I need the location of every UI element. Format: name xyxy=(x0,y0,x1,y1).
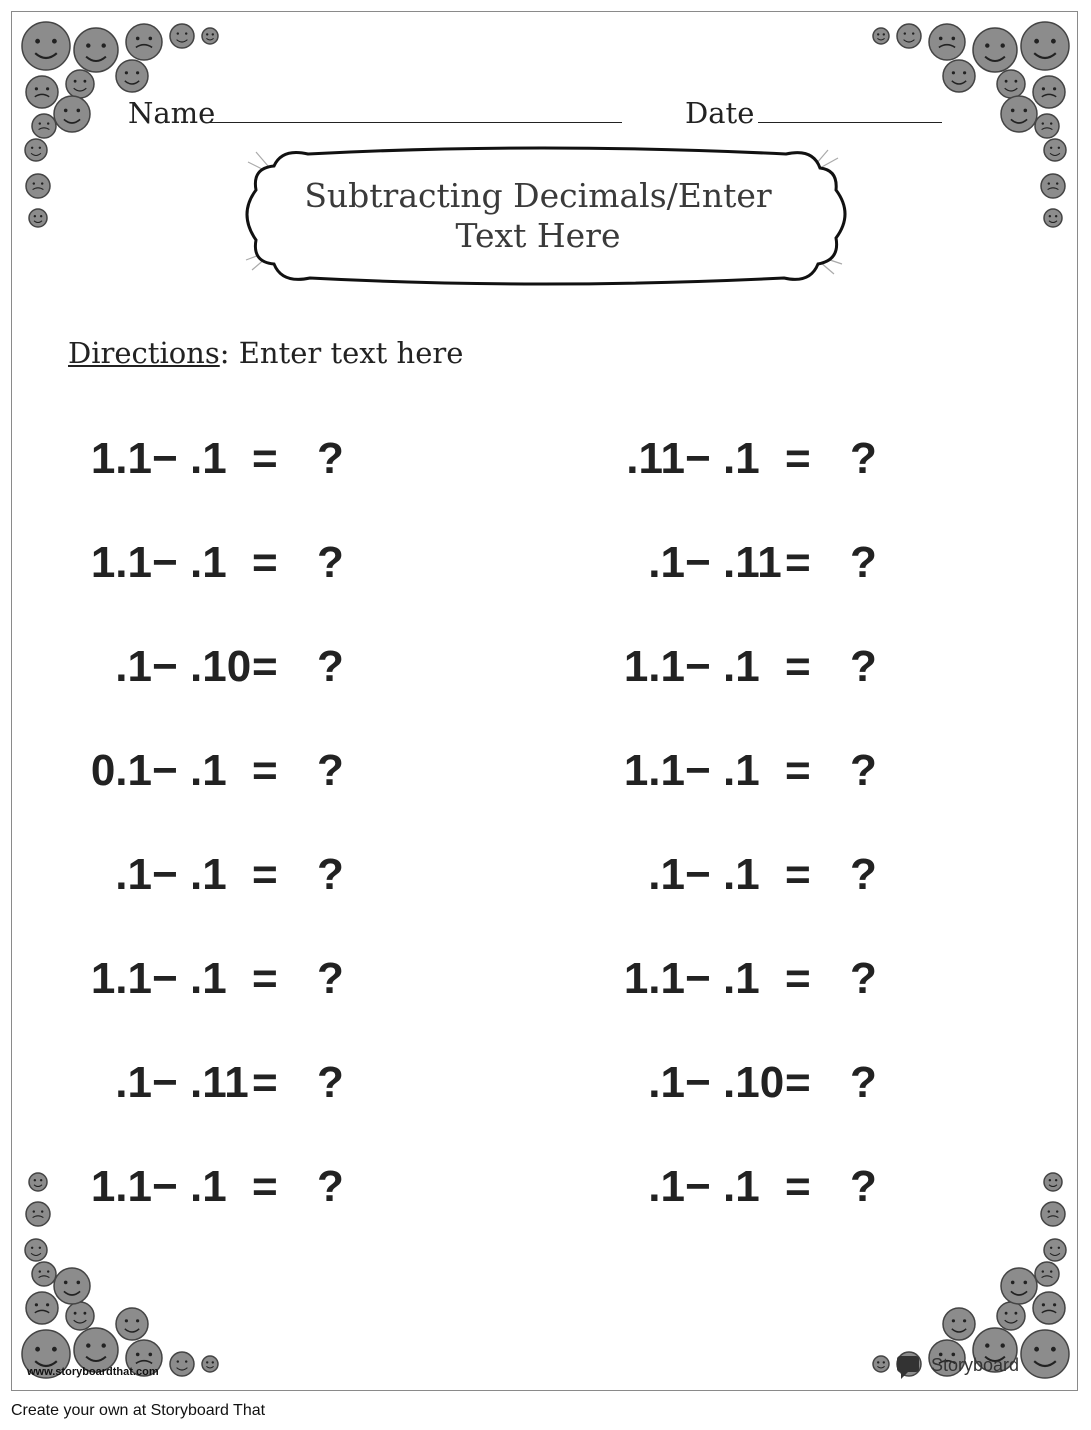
problem-row xyxy=(90,642,350,692)
minus-sign: − xyxy=(685,642,711,691)
emoji-face-icon xyxy=(1021,1330,1069,1378)
directions-label: Directions xyxy=(68,336,220,370)
directions-text: Enter text here xyxy=(229,336,464,370)
answer-placeholder[interactable]: ? xyxy=(317,538,344,587)
minuend: .1 xyxy=(115,642,152,691)
date-label: Date xyxy=(685,96,755,130)
date-field[interactable] xyxy=(758,122,942,123)
worksheet-title[interactable] xyxy=(238,176,838,256)
answer-placeholder[interactable]: ? xyxy=(850,1162,877,1211)
emoji-face-icon xyxy=(26,76,58,108)
minus-sign: − xyxy=(685,850,711,899)
minuend: .1 xyxy=(648,538,685,587)
emoji-face-icon xyxy=(1044,1173,1062,1191)
title-line-1: Subtracting Decimals/Enter xyxy=(304,176,772,215)
subtrahend: .11 xyxy=(723,538,782,587)
equals-sign: = xyxy=(785,746,811,795)
emoji-face-icon xyxy=(29,209,47,227)
emoji-face-icon xyxy=(54,96,90,132)
answer-placeholder[interactable]: ? xyxy=(317,642,344,691)
emoji-face-icon xyxy=(1001,1268,1037,1304)
minus-sign: − xyxy=(685,538,711,587)
equals-sign: = xyxy=(252,434,278,483)
emoji-face-icon xyxy=(1044,1239,1066,1261)
equals-sign: = xyxy=(252,538,278,587)
subtrahend: .1 xyxy=(190,434,227,483)
equals-sign: = xyxy=(252,850,278,899)
subtrahend: .1 xyxy=(723,642,760,691)
emoji-border-top-right xyxy=(857,14,1077,234)
directions-separator: : xyxy=(219,336,230,370)
emoji-face-icon xyxy=(1021,22,1069,70)
emoji-face-icon xyxy=(929,24,965,60)
subtrahend: .1 xyxy=(723,850,760,899)
create-your-own-link[interactable]: Create your own at Storyboard That xyxy=(11,1402,266,1419)
subtrahend: .1 xyxy=(190,538,227,587)
problem-row xyxy=(623,642,883,692)
subtrahend: .1 xyxy=(190,954,227,1003)
emoji-face-icon xyxy=(26,1202,50,1226)
subtrahend: .1 xyxy=(190,850,227,899)
emoji-face-icon xyxy=(873,28,889,44)
emoji-face-icon xyxy=(997,70,1025,98)
minuend: .1 xyxy=(648,1058,685,1107)
minus-sign: − xyxy=(685,746,711,795)
problem-row xyxy=(623,1162,883,1212)
emoji-face-icon xyxy=(202,1356,218,1372)
answer-placeholder[interactable]: ? xyxy=(850,746,877,795)
emoji-face-icon xyxy=(26,174,50,198)
equals-sign: = xyxy=(252,1058,278,1107)
emoji-face-icon xyxy=(66,70,94,98)
minus-sign: − xyxy=(152,434,178,483)
equals-sign: = xyxy=(785,1162,811,1211)
emoji-face-icon xyxy=(116,1308,148,1340)
equals-sign: = xyxy=(785,642,811,691)
emoji-face-icon xyxy=(873,1356,889,1372)
equals-sign: = xyxy=(252,954,278,1003)
footer-url[interactable]: www.storyboardthat.com xyxy=(27,1366,159,1378)
directions[interactable] xyxy=(68,336,463,370)
minus-sign: − xyxy=(152,1162,178,1211)
answer-placeholder[interactable]: ? xyxy=(850,642,877,691)
minuend: 1.1 xyxy=(90,434,152,483)
minuend: .1 xyxy=(648,1162,685,1211)
minuend: .11 xyxy=(626,434,685,483)
emoji-face-icon xyxy=(943,1308,975,1340)
minus-sign: − xyxy=(152,1058,178,1107)
emoji-face-icon xyxy=(897,24,921,48)
problem-row xyxy=(90,434,350,484)
problem-row xyxy=(623,1058,883,1108)
equals-sign: = xyxy=(785,538,811,587)
subtrahend: .10 xyxy=(723,1058,785,1107)
title-line-2: Text Here xyxy=(455,216,621,255)
equals-sign: = xyxy=(785,1058,811,1107)
problem-row xyxy=(90,1162,350,1212)
emoji-face-icon xyxy=(1041,174,1065,198)
emoji-face-icon xyxy=(1044,209,1062,227)
emoji-face-icon xyxy=(25,1239,47,1261)
emoji-face-icon xyxy=(170,24,194,48)
problem-row xyxy=(90,538,350,588)
equals-sign: = xyxy=(785,954,811,1003)
subtrahend: .1 xyxy=(190,746,227,795)
minus-sign: − xyxy=(685,1162,711,1211)
minuend: 1.1 xyxy=(90,1162,152,1211)
subtrahend: .1 xyxy=(723,434,760,483)
storyboard-brand[interactable]: Storyboard xyxy=(931,1355,1020,1375)
emoji-face-icon xyxy=(1035,1262,1059,1286)
answer-placeholder[interactable]: ? xyxy=(317,434,344,483)
subtrahend: .1 xyxy=(723,746,760,795)
minus-sign: − xyxy=(152,850,178,899)
name-field[interactable] xyxy=(208,122,622,123)
minus-sign: − xyxy=(152,538,178,587)
emoji-face-icon xyxy=(32,1262,56,1286)
problem-row xyxy=(623,434,883,484)
emoji-face-icon xyxy=(22,22,70,70)
answer-placeholder[interactable]: ? xyxy=(317,850,344,899)
minuend: 1.1 xyxy=(623,954,685,1003)
problem-row xyxy=(623,850,883,900)
minuend: .1 xyxy=(648,850,685,899)
problem-row xyxy=(90,746,350,796)
equals-sign: = xyxy=(785,434,811,483)
emoji-face-icon xyxy=(1044,139,1066,161)
minuend: 0.1 xyxy=(90,746,152,795)
subtrahend: .1 xyxy=(723,1162,760,1211)
emoji-face-icon xyxy=(1001,96,1037,132)
answer-placeholder[interactable]: ? xyxy=(850,1058,877,1107)
equals-sign: = xyxy=(252,1162,278,1211)
answer-placeholder[interactable]: ? xyxy=(850,850,877,899)
equals-sign: = xyxy=(252,746,278,795)
name-label: Name xyxy=(128,96,216,130)
answer-placeholder[interactable]: ? xyxy=(850,538,877,587)
emoji-face-icon xyxy=(25,139,47,161)
minus-sign: − xyxy=(152,954,178,1003)
minuend: .1 xyxy=(115,1058,152,1107)
minus-sign: − xyxy=(152,746,178,795)
subtrahend: .1 xyxy=(190,1162,227,1211)
minus-sign: − xyxy=(685,954,711,1003)
emoji-border-bottom-right xyxy=(857,1166,1077,1386)
emoji-face-icon xyxy=(202,28,218,44)
emoji-face-icon xyxy=(116,60,148,92)
minus-sign: − xyxy=(152,642,178,691)
emoji-face-icon xyxy=(1041,1202,1065,1226)
answer-placeholder[interactable]: ? xyxy=(317,954,344,1003)
emoji-face-icon xyxy=(126,24,162,60)
emoji-face-icon xyxy=(1035,114,1059,138)
emoji-face-icon xyxy=(32,114,56,138)
emoji-face-icon xyxy=(29,1173,47,1191)
minuend: .1 xyxy=(115,850,152,899)
minuend: 1.1 xyxy=(623,746,685,795)
emoji-face-icon xyxy=(170,1352,194,1376)
emoji-face-icon xyxy=(943,60,975,92)
emoji-face-icon xyxy=(54,1268,90,1304)
emoji-face-icon xyxy=(1033,76,1065,108)
subtrahend: .10 xyxy=(190,642,252,691)
problem-row xyxy=(90,1058,350,1108)
equals-sign: = xyxy=(252,642,278,691)
emoji-face-icon xyxy=(66,1302,94,1330)
problem-row xyxy=(623,538,883,588)
minus-sign: − xyxy=(685,1058,711,1107)
answer-placeholder[interactable]: ? xyxy=(317,746,344,795)
equals-sign: = xyxy=(785,850,811,899)
minuend: 1.1 xyxy=(90,538,152,587)
problem-row xyxy=(623,746,883,796)
subtrahend: .11 xyxy=(190,1058,249,1107)
problem-row xyxy=(623,954,883,1004)
emoji-face-icon xyxy=(26,1292,58,1324)
minuend: 1.1 xyxy=(623,642,685,691)
minuend: 1.1 xyxy=(90,954,152,1003)
minus-sign: − xyxy=(685,434,711,483)
emoji-face-icon xyxy=(997,1302,1025,1330)
emoji-face-icon xyxy=(74,28,118,72)
answer-placeholder[interactable]: ? xyxy=(850,434,877,483)
answer-placeholder[interactable]: ? xyxy=(317,1162,344,1211)
answer-placeholder[interactable]: ? xyxy=(850,954,877,1003)
subtrahend: .1 xyxy=(723,954,760,1003)
problem-row xyxy=(90,954,350,1004)
answer-placeholder[interactable]: ? xyxy=(317,1058,344,1107)
emoji-face-icon xyxy=(973,28,1017,72)
emoji-face-icon xyxy=(1033,1292,1065,1324)
storyboard-logo-icon xyxy=(895,1354,925,1380)
problem-row xyxy=(90,850,350,900)
